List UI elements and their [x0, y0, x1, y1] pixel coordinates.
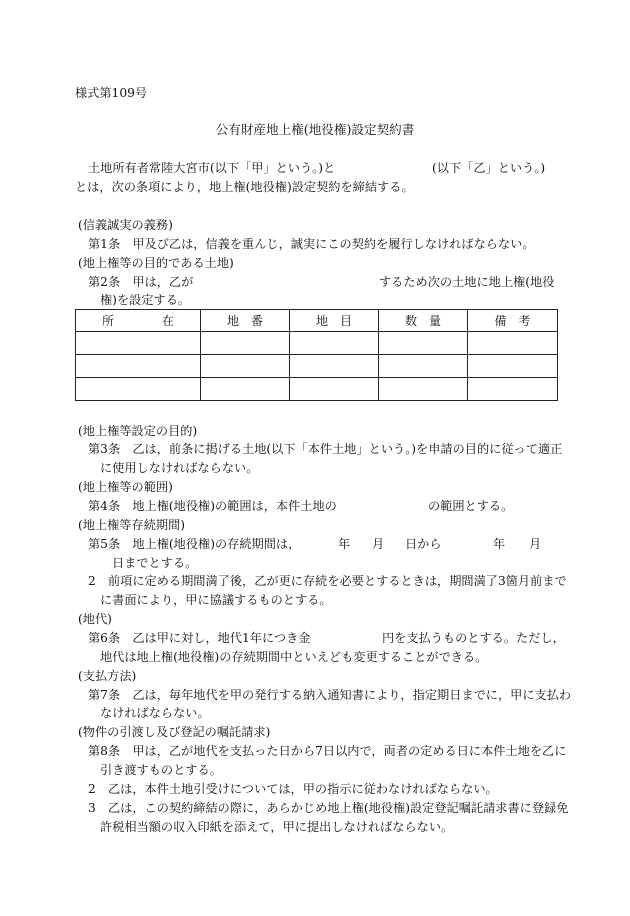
article-8d: 3 乙は，この契約締結の際に，あらかじめ地上権(地役権)設定登記嘱託請求書に登録免 [88, 801, 569, 815]
article-5-month2: 月 [529, 537, 542, 551]
article-5c: 2 前項に定める期間満了後，乙が更に存続を必要とするときは，期間満了3箇月前まで [88, 574, 567, 588]
article-8b: 引き渡すものとする。 [100, 763, 222, 777]
article-5-from: 日から [405, 537, 442, 551]
table-cell[interactable] [76, 355, 201, 378]
article-5-month1: 月 [372, 537, 385, 551]
article-2c: 権)を設定する。 [100, 293, 191, 307]
table-cell[interactable] [468, 332, 558, 355]
article-5-year1: 年 [338, 537, 351, 551]
table-cell[interactable] [379, 355, 468, 378]
page-title: 公有財産地上権(地役権)設定契約書 [215, 122, 415, 137]
heading-art1: (信義誠実の義務) [78, 218, 173, 232]
table-row [76, 378, 558, 401]
article-3b: に使用しなければならない。 [100, 461, 259, 475]
article-8a: 第8条 甲は，乙が地代を支払った日から7日以内で，両者の定める日に本件土地を乙に [88, 744, 567, 758]
intro-line-1b: (以下「乙」という。) [432, 161, 546, 175]
form-number: 様式第109号 [75, 86, 148, 100]
article-2b: するため次の土地に地上権(地役 [379, 275, 555, 289]
col-location: 所 在 [76, 310, 201, 332]
article-4b: の範囲とする。 [428, 499, 514, 513]
article-7b: なければならない。 [100, 706, 210, 720]
table-cell[interactable] [201, 332, 290, 355]
intro-line-2: とは，次の条項により，地上権(地役権)設定契約を締結する。 [75, 180, 414, 194]
article-8c: 2 乙は，本件土地引受けについては，甲の指示に従わなければならない。 [88, 782, 498, 796]
table-cell[interactable] [290, 355, 379, 378]
table-cell[interactable] [379, 378, 468, 401]
col-lot-number: 地 番 [201, 310, 290, 332]
article-2a: 第2条 甲は，乙が [88, 275, 194, 289]
col-land-category: 地 目 [290, 310, 379, 332]
heading-art8: (物件の引渡し及び登記の嘱託請求) [78, 725, 271, 739]
heading-art7: (支払方法) [78, 669, 137, 683]
heading-art5: (地上権等存続期間) [78, 518, 186, 532]
article-4a: 第4条 地上権(地役権)の範囲は，本件土地の [88, 499, 337, 513]
article-7a: 第7条 乙は，毎年地代を甲の発行する納入通知書により，指定期日までに，甲に支払わ [88, 688, 572, 702]
heading-art6: (地代) [78, 612, 112, 626]
article-6a: 第6条 乙は甲に対し，地代1年につき金 [88, 631, 311, 645]
table-cell[interactable] [201, 378, 290, 401]
table-cell[interactable] [290, 332, 379, 355]
article-3a: 第3条 乙は，前条に掲げる土地(以下「本件土地」という。)を申請の目的に従って適正 [88, 442, 563, 456]
table-cell[interactable] [76, 332, 201, 355]
article-5b: 日までとする。 [112, 556, 198, 570]
article-5-year2: 年 [493, 537, 506, 551]
article-6b: 円を支払うものとする。ただし， [382, 631, 565, 645]
heading-art3: (地上権等設定の目的) [78, 424, 198, 438]
col-remarks: 備 考 [468, 310, 558, 332]
article-5d: に書面により，甲に協議するものとする。 [100, 593, 332, 607]
article-5a: 第5条 地上権(地役権)の存続期間は， [88, 537, 301, 551]
table-cell[interactable] [201, 355, 290, 378]
land-table [75, 309, 558, 401]
table-row [76, 332, 558, 355]
table-cell[interactable] [468, 378, 558, 401]
heading-art4: (地上権等の範囲) [78, 480, 173, 494]
intro-line-1a: 土地所有者常陸大宮市(以下「甲」という。)と [88, 161, 336, 175]
table-cell[interactable] [290, 378, 379, 401]
heading-art2: (地上権等の目的である土地) [78, 256, 234, 270]
col-quantity: 数 量 [379, 310, 468, 332]
table-cell[interactable] [76, 378, 201, 401]
table-row [76, 355, 558, 378]
table-cell[interactable] [379, 332, 468, 355]
article-1: 第1条 甲及び乙は，信義を重んじ，誠実にこの契約を履行しなければならない。 [88, 237, 535, 251]
article-6c: 地代は地上権(地役権)の存続期間中といえども変更することができる。 [100, 650, 488, 664]
table-cell[interactable] [468, 355, 558, 378]
table-header-row [76, 310, 558, 332]
article-8e: 許税相当額の収入印紙を添えて，甲に提出しなければならない。 [100, 820, 454, 834]
